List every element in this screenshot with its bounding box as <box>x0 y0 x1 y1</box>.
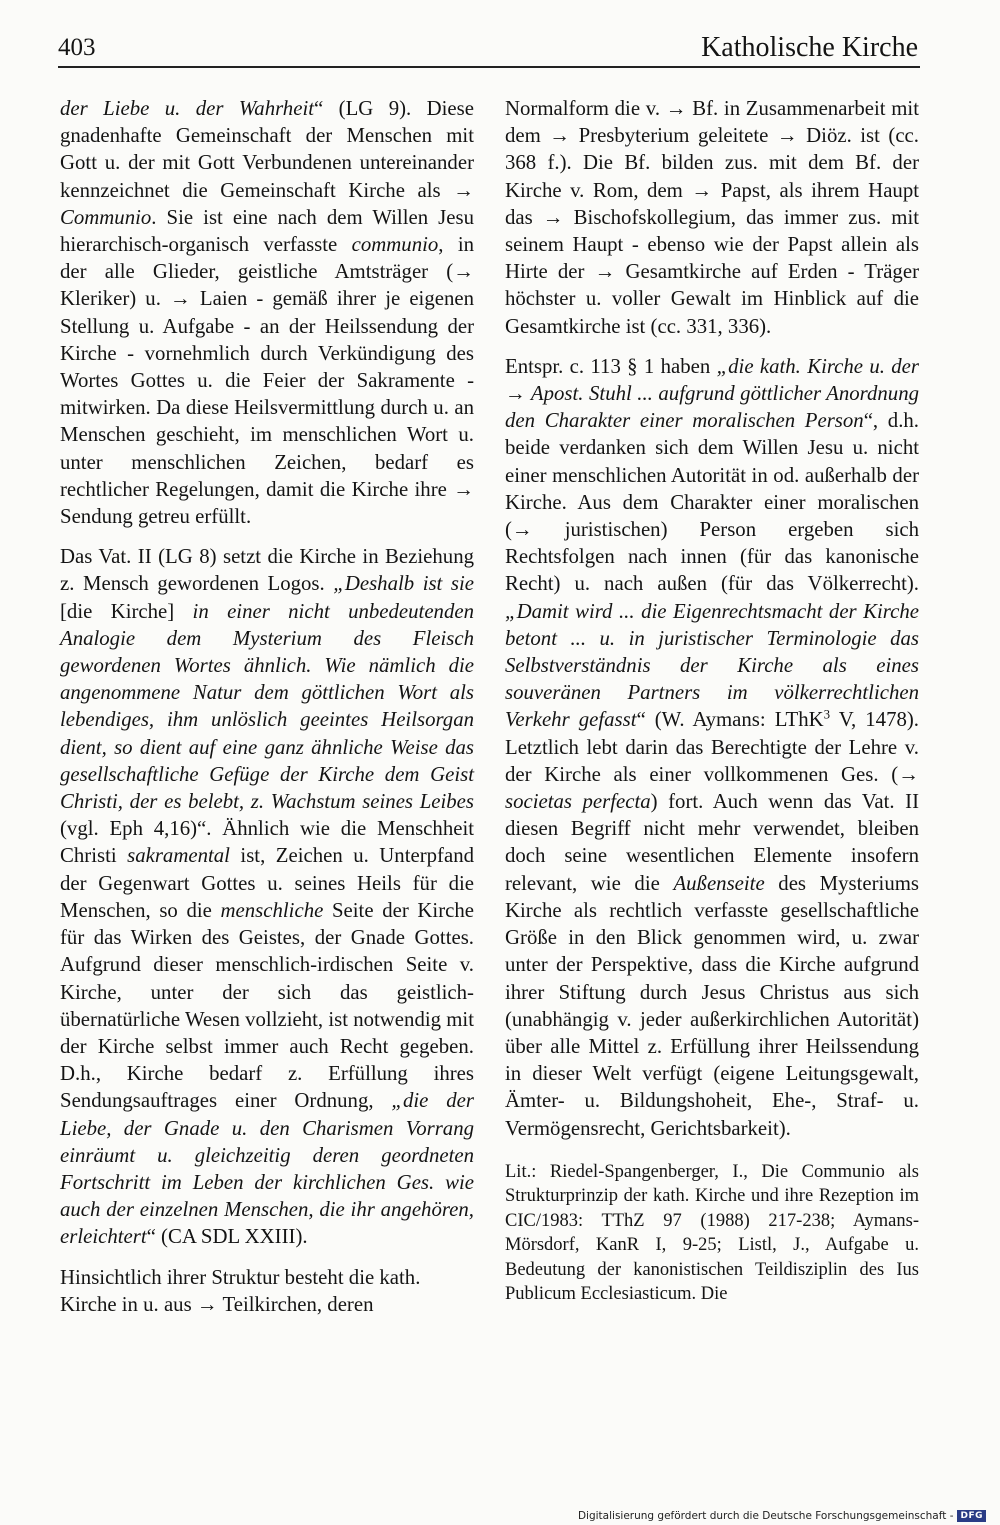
running-title: Katholische Kirche <box>701 32 918 63</box>
italic-text: Außenseite <box>673 871 765 895</box>
right-column <box>505 95 919 1307</box>
italic-text: „Damit wird ... die Eigenrechtsmacht der Kirche betont ... u. in juristischer Terminologie das Selbstverständnis der Kirche als eines souveränen Partners im völkerrechtlichen Verkehr gefasst <box>505 599 919 732</box>
italic-text: in einer nicht unbedeutenden Analogie dem Mysterium des Fleisch gewordenen Wortes ähnlich. Wie nämlich die angenommene Natur dem göttlichen Wort als lebendiges, ihm unlöslich geeintes Heilsorgan dient, so dient auf eine ganz ähnliche Weise das gesellschaftliche Gefüge der Kirche dem Geist Christi, der es belebt, z. Wachstum seines Leibes <box>60 599 474 814</box>
paragraph <box>505 353 919 1142</box>
italic-text: societas perfecta <box>505 790 651 814</box>
dfg-logo: DFG <box>957 1510 986 1522</box>
text: “ (CA SDL XXIII). <box>146 1225 308 1249</box>
paragraph <box>60 95 474 530</box>
italic-text: „Deshalb ist sie <box>333 572 474 596</box>
text: Seite der Kirche für das Wirken des Geistes, der Gnade Gottes. Aufgrund dieser menschlich-irdischen Seite v. Kirche, unter der sich das geistlich-übernatürliche Wesen vollzieht, ist notwendig mit der Kirche selbst immer auch Recht gegeben. D.h., Kirche bedarf z. Erfüllung ihres Sendungsauftrages einer Ordnung, <box>60 898 474 1113</box>
text: , in der alle Glieder, geistliche Amtsträger (→ Kleriker) u. → Laien - gemäß ihrer je eigenen Stellung u. Aufgabe - an der Heilssendung der Kirche - vornehmlich durch Verkündigung des Wortes Gottes u. die Feier der Sakramente - mitwirken. Da diese Heilsvermittlung durch u. an Menschen geschieht, im menschlichen Wort u. unter menschlichen Zeichen, bedarf es rechtlicher Regelungen, damit die Kirche ihre → Sendung getreu erfüllt. <box>60 233 475 529</box>
italic-text: „die kath. Kirche u. der → Apost. Stuhl ... aufgrund göttlicher Anordnung den Charakter einer moralischen Person <box>505 354 919 433</box>
text: “, d.h. beide verdanken sich dem Willen Jesu u. nicht einer menschlichen Autorität in od. außerhalb der Kirche. Aus dem Charakter einer moralischen (→ juristischen) Person ergeben sich Rechtsfolgen nach innen (für das kanonische Recht) u. nach außen (für das Völkerrecht). <box>505 409 919 596</box>
text: ) fort. Auch wenn das Vat. II diesen Begriff nicht mehr verwendet, bleiben doch seine wesentlichen Elemente insofern relevant, wie die <box>505 790 919 895</box>
digitization-credit <box>578 1510 986 1522</box>
text: “ (LG 9). Diese gnadenhafte Gemeinschaft der Menschen mit Gott u. der mit Gott Verbundenen untereinander kennzeichnet die Gemeinschaft Kirche als → <box>60 97 474 202</box>
text: des Mysteriums Kirche als rechtlich verfasste gesellschaftliche Größe in den Blick genommen wird, u. zwar unter der Perspektive, dass die Kirche aufgrund ihrer Stiftung durch Jesus Christus aus sich (unabhängig v. jeder außerkirchlichen Autorität) über alle Mittel z. Erfüllung ihrer Heilssendung in dieser Welt verfügt (eigene Leitungsgewalt, Ämter- u. Bildungshoheit, Ehe-, Straf- u. Vermögensrecht, Gerichtsbarkeit). <box>505 871 919 1140</box>
italic-text: communio <box>351 233 439 257</box>
superscript: 3 <box>823 707 831 722</box>
text: Entspr. c. 113 § 1 haben <box>505 354 717 378</box>
paragraph: Normalform die v. → Bf. in Zusammenarbeit mit dem → Presbyterium geleitete → Diöz. ist (cc. 368 f.). Die Bf. bilden zus. mit dem Bf. der Kirche v. Rom, dem → Papst, als ihrem Haupt das → Bischofskollegium, das immer zus. mit seinem Haupt - ebenso wie der Papst allein als Hirte der → Gesamtkirche auf Erden - Träger höchster u. voller Gewalt im Hinblick auf die Gesamtkirche ist (cc. 331, 336). <box>505 97 919 338</box>
text: Das Vat. II (LG 8) setzt die Kirche in Beziehung z. Mensch gewordenen Logos. <box>60 545 474 596</box>
text: . Sie ist eine nach dem Willen Jesu hierarchisch-organisch verfasste <box>60 205 474 257</box>
text: [die Kirche] <box>60 599 193 623</box>
italic-text: sakramental <box>127 844 230 868</box>
literature-note: Lit.: Riedel-Spangenberger, I., Die Communio als Strukturprinzip der kath. Kirche und ihre Rezeption im CIC/1983: TThZ 97 (1988) 217-238; Aymans-Mörsdorf, KanR I, 9-25; Listl, J., Aufgabe u. Bedeutung der kanonistischen Teildisziplin des Ius Publicum Ecclesiasticum. Die <box>505 1161 919 1305</box>
paragraph: Hinsichtlich ihrer Struktur besteht die kath. Kirche in u. aus → Teilkirchen, deren <box>60 1265 421 1316</box>
page-header <box>58 24 920 68</box>
italic-text: der Liebe u. der Wahrheit <box>60 97 314 120</box>
italic-text: Communio <box>60 205 152 229</box>
left-column <box>60 95 474 1318</box>
text: “ (W. Aymans: LThK <box>636 708 824 732</box>
page-number: 403 <box>58 34 96 61</box>
italic-text: menschliche <box>220 898 324 922</box>
text: (vgl. Eph 4,16)“. Ähnlich wie die Menschheit Christi <box>60 817 474 868</box>
paragraph <box>60 543 474 1250</box>
text: V, 1478). Letztlich lebt darin das Berechtigte der Lehre v. der Kirche als einer vollkommenen Ges. (→ <box>505 708 919 786</box>
italic-text: „die der Liebe, der Gnade u. den Charismen Vorrang einräumt u. gleichzeitig deren geordneten Fortschritt im Leben der kirchlichen Ges. wie auch der einzelnen Menschen, die ihr angehören, erleichtert <box>60 1089 474 1249</box>
credit-text: Digitalisierung gefördert durch die Deutsche Forschungsgemeinschaft - <box>577 1510 954 1522</box>
text: ist, Zeichen u. Unterpfand der Gegenwart Gottes u. seines Heils für die Menschen, so die <box>60 844 474 922</box>
